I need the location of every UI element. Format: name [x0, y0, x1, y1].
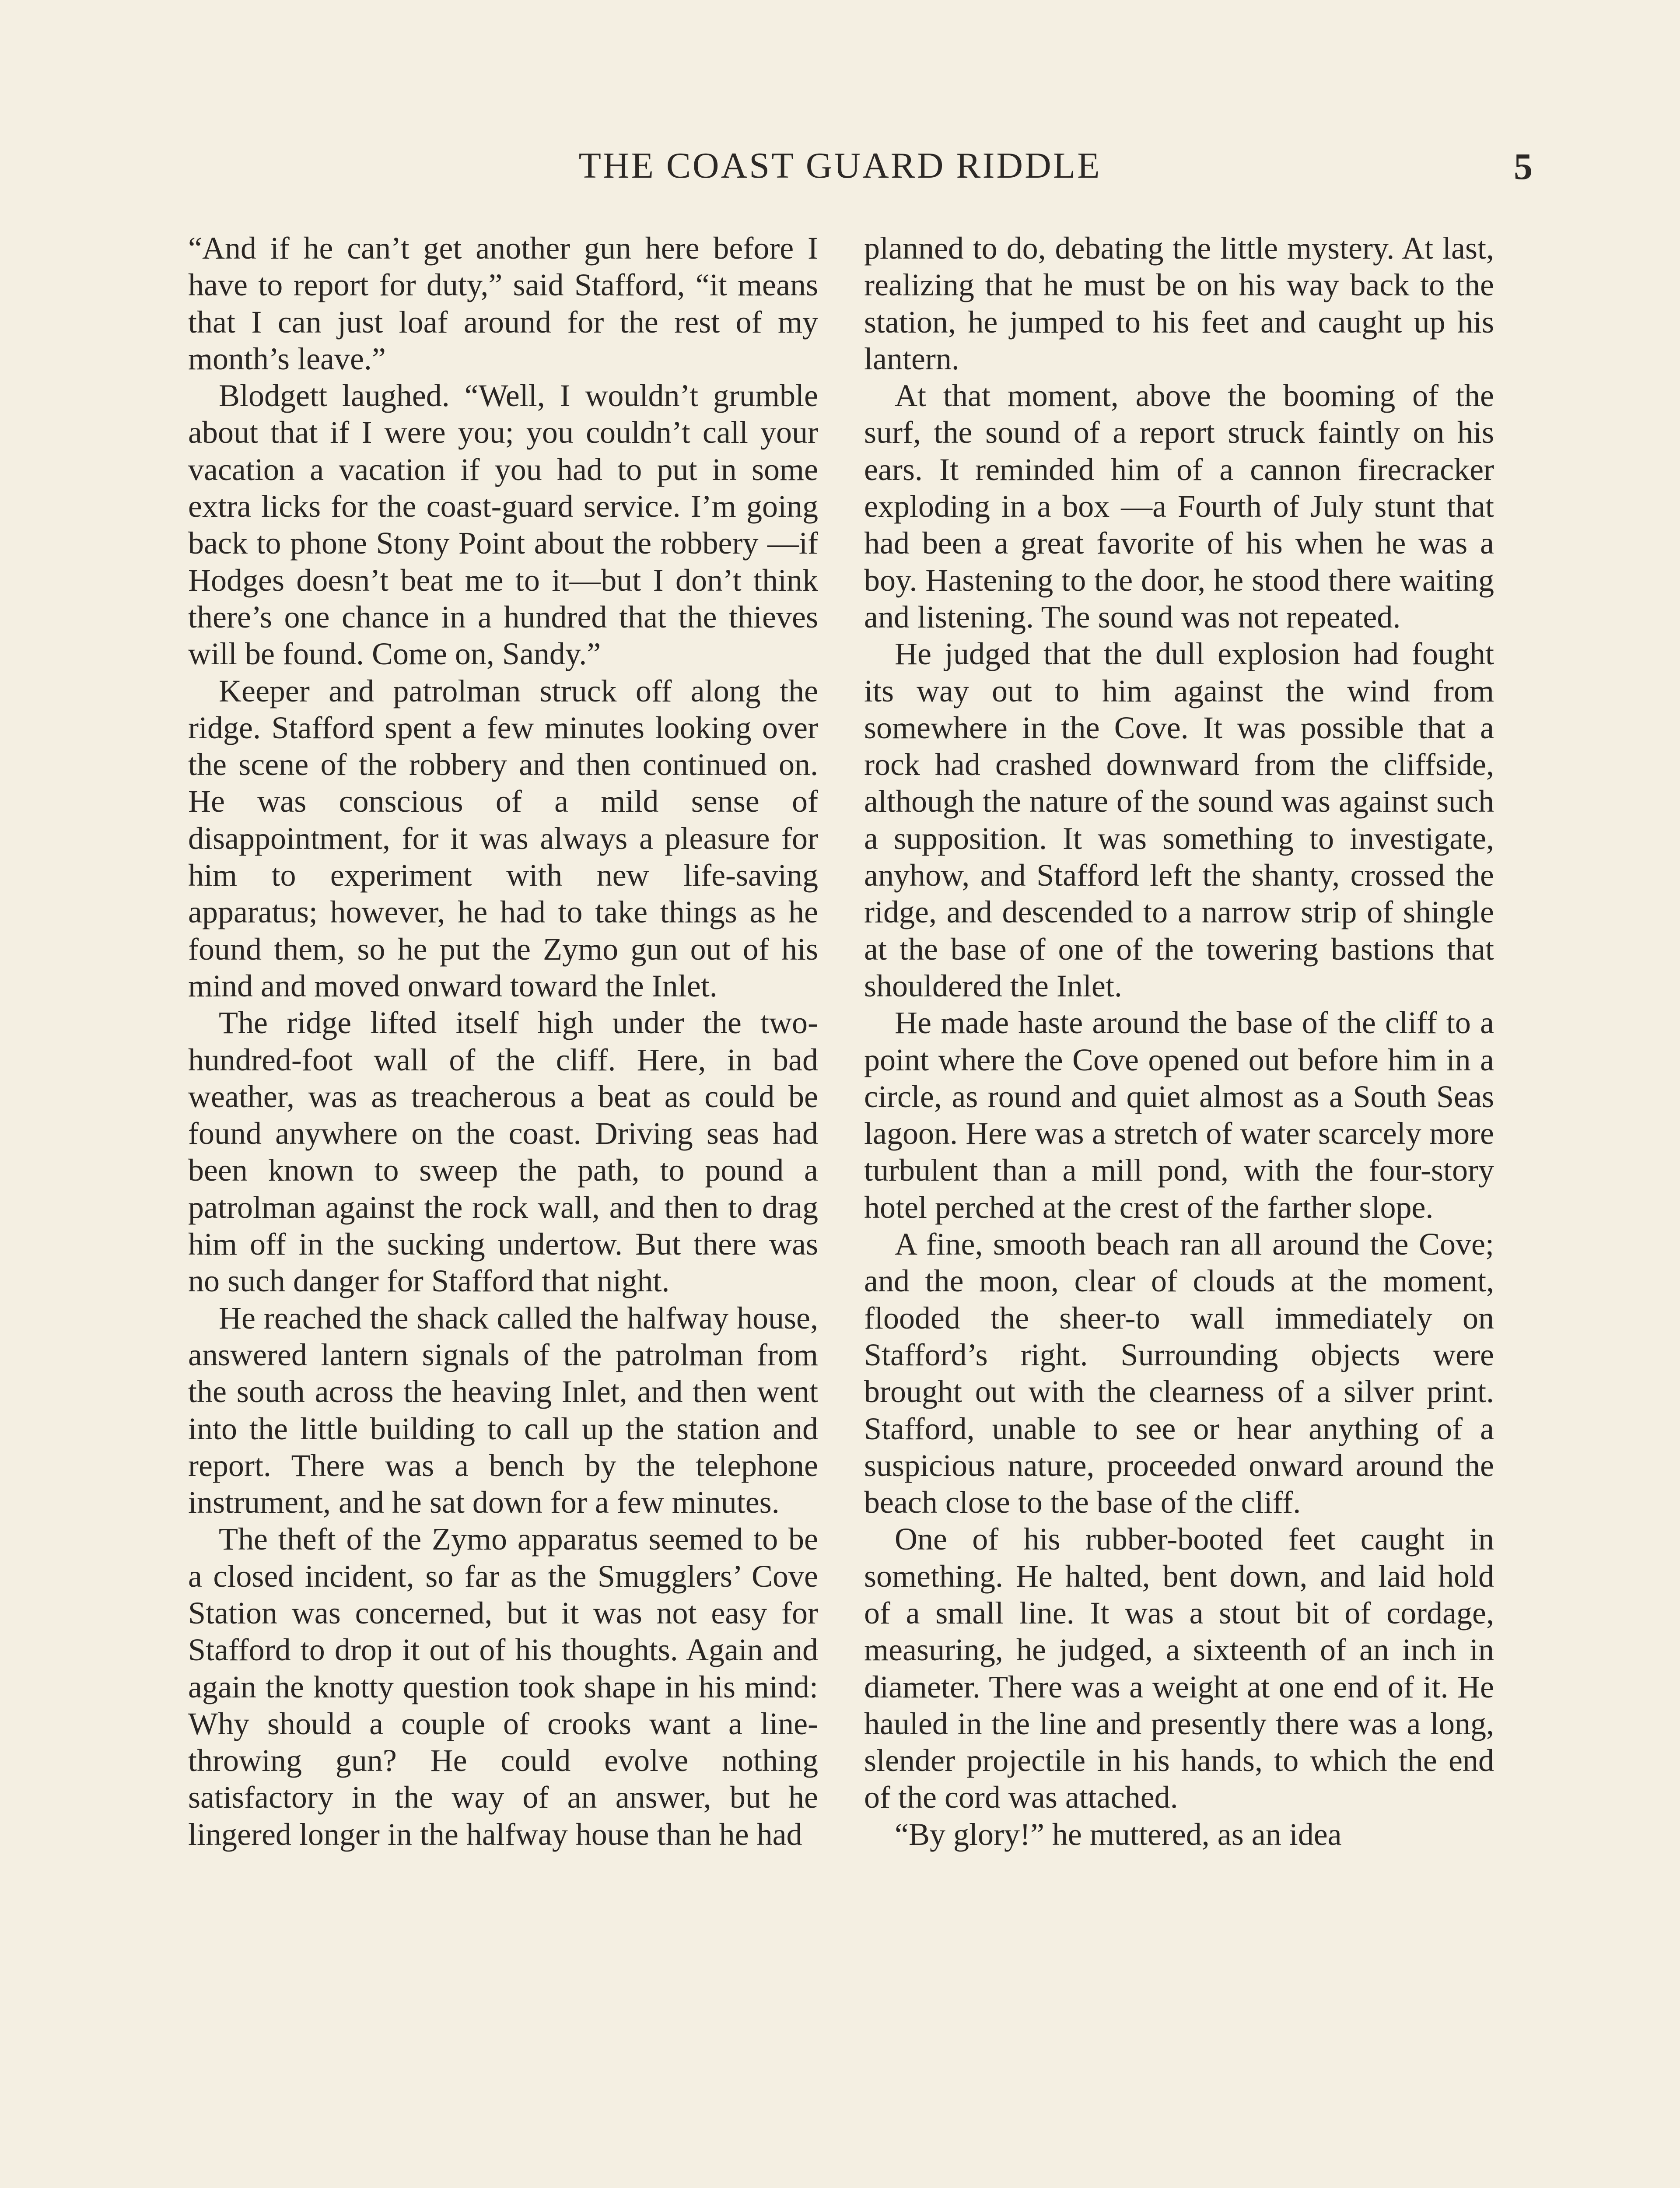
paragraph: A fine, smooth beach ran all around the Cove; and the moon, clear of clouds at the moment, flooded the sheer-to wall immediately on Stafford’s right. Surrounding objects were brought out with the clearness of a silver print. Stafford, unable to see or hear anything of a suspicious nature, proceeded onward around the beach close to the base of the cliff.	[864, 1227, 1494, 1520]
page-number: 5	[1514, 145, 1533, 187]
paragraph: He made haste around the base of the cliff to a point where the Cove opened out before him in a circle, as round and quiet almost as a South Seas lagoon. Here was a stretch of water scarcely more turbulent than a mill pond, with the four-story hotel perched at the crest of the farther slope.	[864, 1005, 1494, 1225]
paragraph: “By glory!” he muttered, as an idea	[895, 1816, 1342, 1852]
running-title: THE COAST GUARD RIDDLE	[578, 145, 1102, 186]
paragraph: planned to do, debating the little mystery. At last, realizing that he must be on his way back to the station, he jumped to his feet and caught up his lantern.	[864, 231, 1494, 376]
paragraph: The ridge lifted itself high under the two-hundred-foot wall of the cliff. Here, in bad weather, was as treacherous a beat as could be found anywhere on the coast. Driving seas had been known to sweep the path, to pound a patrolman against the rock wall, and then to drag him off in the sucking undertow. But there was no such danger for Stafford that night.	[188, 1005, 818, 1299]
paragraph: “And if he can’t get another gun here before I have to report for duty,” said Stafford, “it means that I can just loaf around for the rest of my month’s leave.”	[188, 231, 818, 376]
right-column	[864, 230, 1494, 1853]
left-column	[188, 230, 818, 1853]
paragraph: One of his rubber-booted feet caught in something. He halted, bent down, and laid hold of a small line. It was a stout bit of cordage, measuring, he judged, a sixteenth of an inch in diameter. There was a weight at one end of it. He hauled in the line and presently there was a long, slender projectile in his hands, to which the end of the cord was attached.	[864, 1522, 1494, 1815]
running-head	[0, 144, 1680, 193]
paragraph: At that moment, above the booming of the surf, the sound of a report struck faintly on his ears. It reminded him of a cannon firecracker exploding in a box —a Fourth of July stunt that had been a great favorite of his when he was a boy. Hastening to the door, he stood there waiting and listening. The sound was not repeated.	[864, 378, 1494, 635]
paragraph: He judged that the dull explosion had fought its way out to him against the wind from somewhere in the Cove. It was possible that a rock had crashed downward from the cliffside, although the nature of the sound was against such a supposition. It was something to investigate, anyhow, and Stafford left the shanty, crossed the ridge, and descended to a narrow strip of shingle at the base of one of the towering bastions that shouldered the Inlet.	[864, 636, 1494, 1003]
paragraph: Blodgett laughed. “Well, I wouldn’t grumble about that if I were you; you couldn’t call your vacation a vacation if you had to put in some extra licks for the coast-guard service. I’m going back to phone Stony Point about the robbery —if Hodges doesn’t beat me to it—but I don’t think there’s one chance in a hundred that the thieves will be found. Come on, Sandy.”	[188, 378, 818, 672]
paragraph: Keeper and patrolman struck off along the ridge. Stafford spent a few minutes looking over the scene of the robbery and then continued on. He was conscious of a mild sense of disappointment, for it was always a pleasure for him to experiment with new life-saving apparatus; however, he had to take things as he found them, so he put the Zymo gun out of his mind and moved onward toward the Inlet.	[188, 673, 818, 1003]
paragraph: The theft of the Zymo apparatus seemed to be a closed incident, so far as the Smugglers’ Cove Station was concerned, but it was not easy for Stafford to drop it out of his thoughts. Again and again the knotty question took shape in his mind: Why should a couple of crooks want a line-throwing gun? He could evolve nothing satisfactory in the way of an answer, but he lingered longer in the halfway house than he had	[188, 1522, 818, 1852]
paragraph: He reached the shack called the halfway house, answered lantern signals of the patrolman from the south across the heaving Inlet, and then went into the little building to call up the station and report. There was a bench by the telephone instrument, and he sat down for a few minutes.	[188, 1300, 818, 1520]
